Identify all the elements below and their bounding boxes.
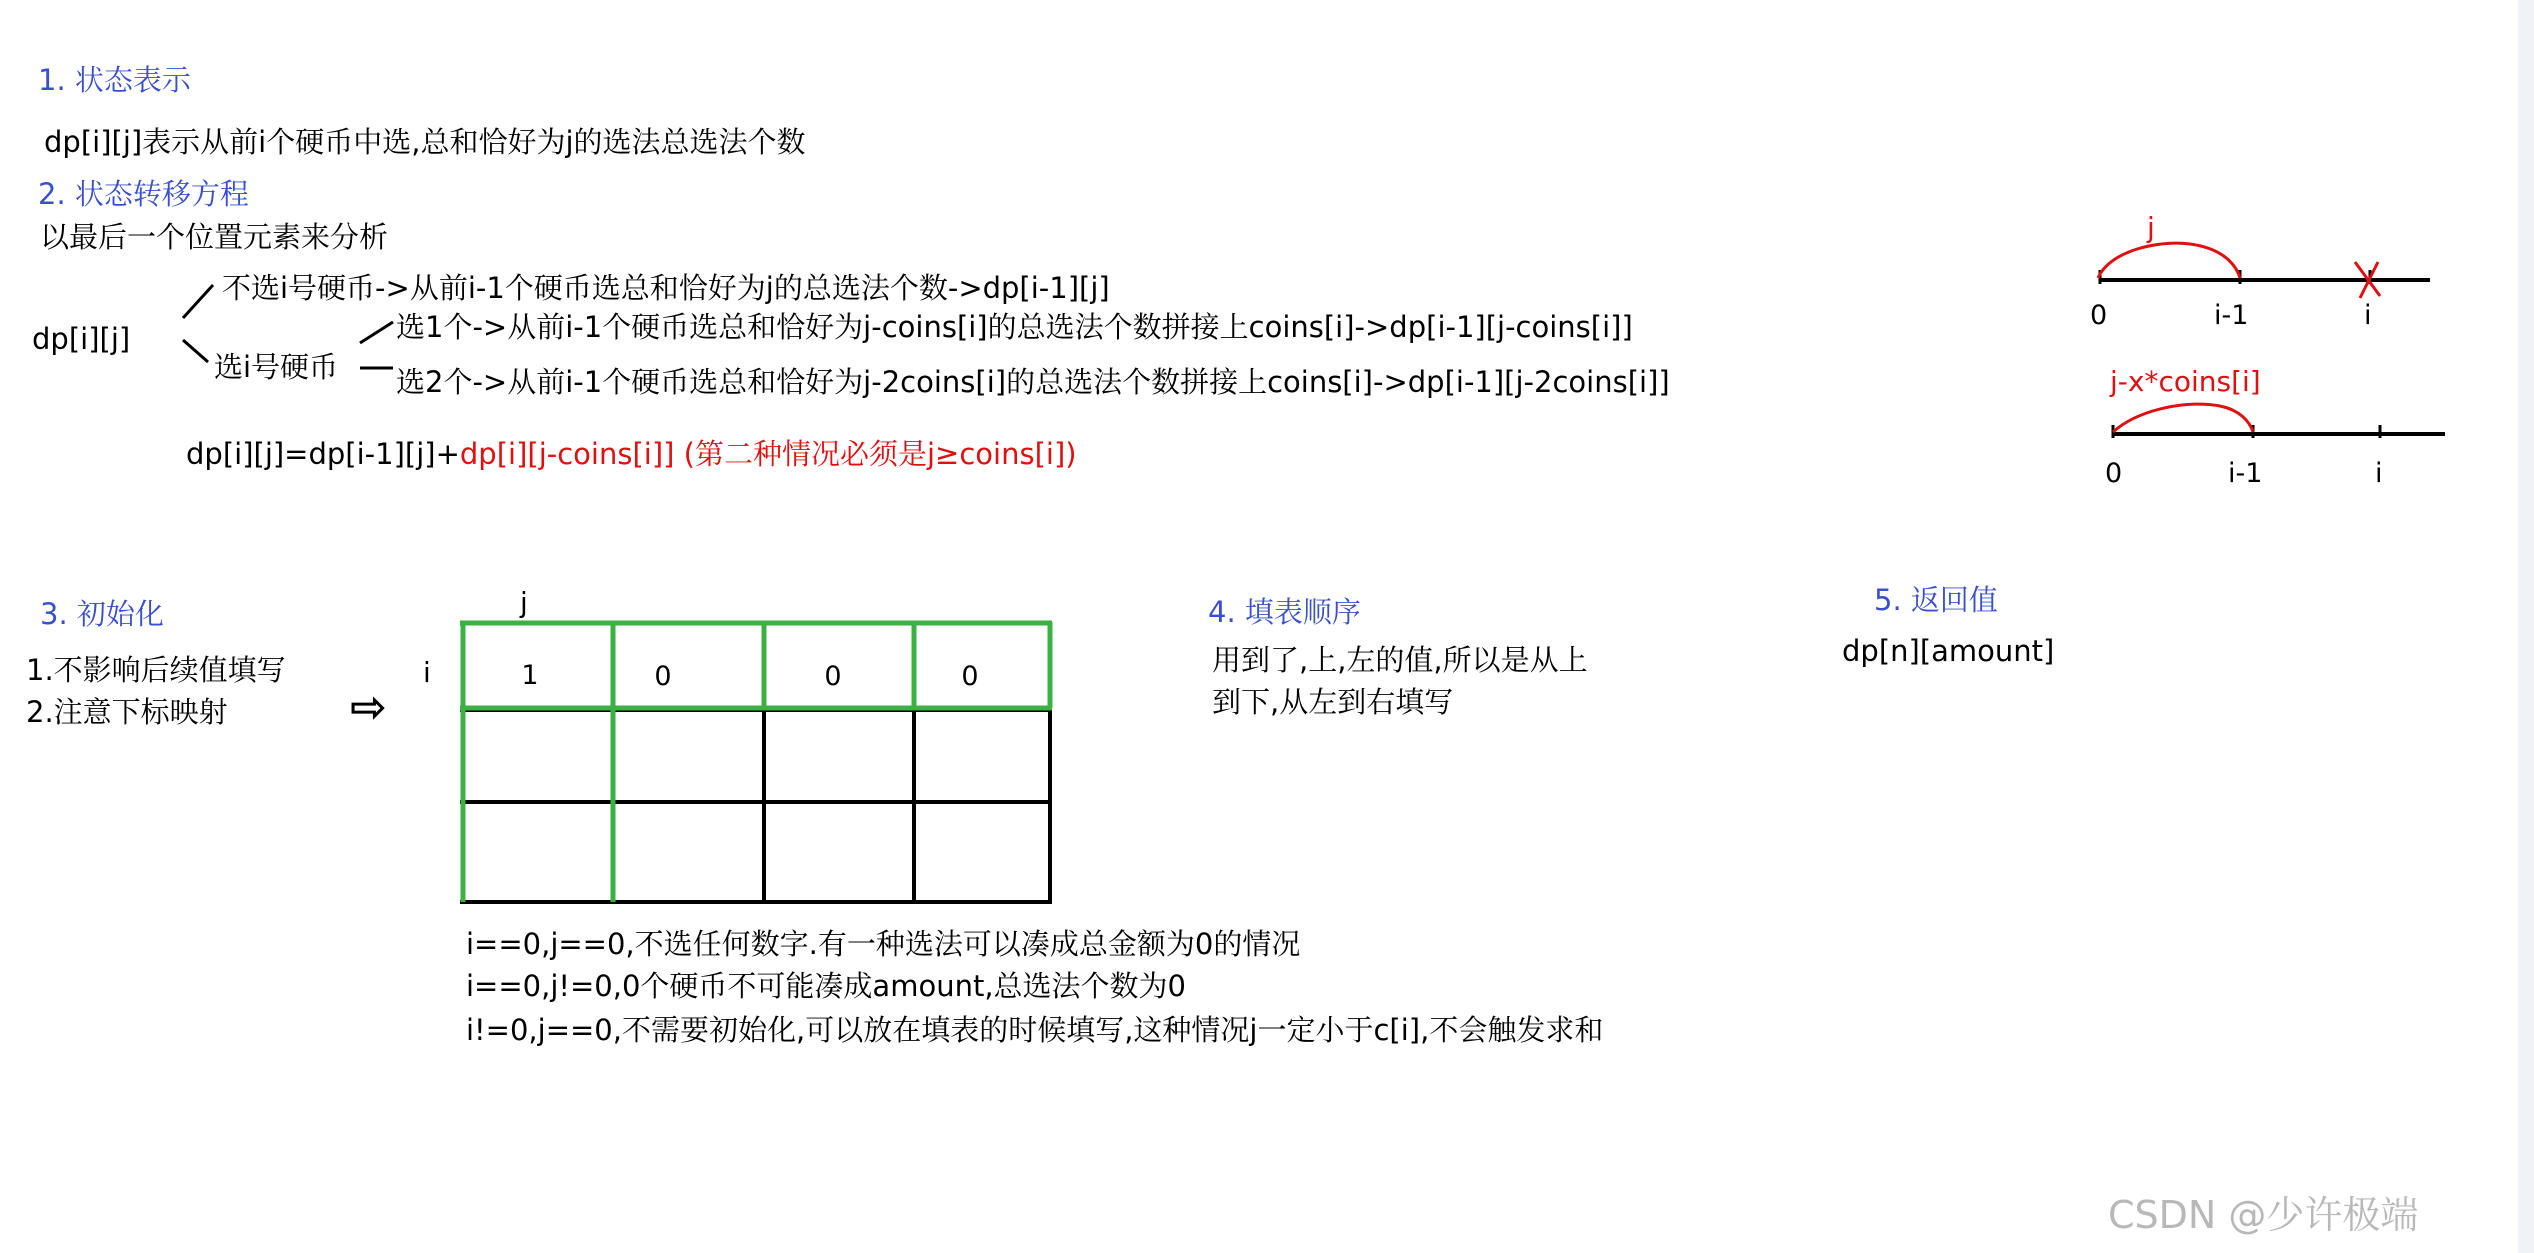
init-note-1: i==0,j==0,不选任何数字.有一种选法可以凑成总金额为0的情况	[466, 927, 1301, 961]
bottom-red-arc	[2113, 404, 2253, 432]
top-red-arc	[2098, 243, 2240, 278]
sketch-bottom-tick-i: i	[2375, 458, 2383, 489]
transition-equation	[186, 432, 1077, 473]
sub-branch-line-up	[360, 322, 393, 343]
init-item-1: 1.不影响后续值填写	[26, 653, 286, 687]
right-arrow-icon: ⇨	[350, 682, 387, 733]
dp-label: dp[i][j]	[32, 322, 131, 356]
branch-select: 选i号硬币	[214, 350, 339, 384]
sketch-top-tick-0: 0	[2090, 300, 2108, 331]
dp-cell-0-0: 1	[521, 660, 539, 691]
fill-order-heading: 4. 填表顺序	[1208, 595, 1361, 629]
transition-heading: 2. 状态转移方程	[38, 177, 249, 211]
number-line-sketch	[2080, 200, 2460, 490]
init-note-2: i==0,j!=0,0个硬币不可能凑成amount,总选法个数为0	[466, 969, 1186, 1003]
init-heading: 3. 初始化	[40, 597, 164, 631]
dp-row-label: i	[423, 656, 431, 689]
fill-order-line-2: 到下,从左到右填写	[1212, 685, 1454, 719]
branch-line-up	[183, 285, 213, 318]
equation-black-part: dp[i][j]=dp[i-1][j]+	[186, 437, 460, 471]
return-value: dp[n][amount]	[1842, 634, 2055, 668]
dp-cell-0-2: 0	[824, 661, 842, 692]
sketch-bottom-tick-0: 0	[2105, 458, 2123, 489]
sketch-top-tick-i-1: i-1	[2214, 300, 2249, 331]
return-heading: 5. 返回值	[1874, 583, 1998, 617]
sketch-bottom-tick-i-1: i-1	[2228, 458, 2263, 489]
sketch-top-label: j	[2147, 211, 2155, 244]
transition-intro: 以最后一个位置元素来分析	[40, 220, 389, 254]
init-note-3: i!=0,j==0,不需要初始化,可以放在填表的时候填写,这种情况j一定小于c[i],不会触发求和	[466, 1013, 1604, 1047]
equation-red-part: dp[i][j-coins[i]] (第二种情况必须是j≥coins[i])	[459, 437, 1077, 471]
state-heading: 1. 状态表示	[38, 63, 191, 97]
init-item-2: 2.注意下标映射	[26, 695, 228, 729]
branch-line-down	[183, 340, 208, 362]
branch-not-select: 不选i号硬币->从前i-1个硬币选总和恰好为j的总选法个数->dp[i-1][j]	[222, 271, 1110, 305]
dp-cell-0-3: 0	[961, 661, 979, 692]
branch-lines	[0, 0, 420, 400]
csdn-watermark: CSDN @少许极端	[2108, 1193, 2419, 1237]
sub-branch-two: 选2个->从前i-1个硬币选总和恰好为j-2coins[i]的总选法个数拼接上coins[i]->dp[i-1][j-2coins[i]]	[396, 365, 1670, 399]
fill-order-line-1: 用到了,上,左的值,所以是从上	[1212, 643, 1588, 677]
sub-branch-one: 选1个->从前i-1个硬币选总和恰好为j-coins[i]的总选法个数拼接上coins[i]->dp[i-1][j-coins[i]]	[396, 310, 1633, 344]
dp-col-label: j	[520, 586, 528, 619]
sketch-top-tick-i: i	[2364, 300, 2372, 331]
sketch-bottom-label: j-x*coins[i]	[2110, 365, 2261, 398]
state-definition: dp[i][j]表示从前i个硬币中选,总和恰好为j的选法总选法个数	[44, 125, 806, 159]
dp-cell-0-1: 0	[654, 661, 672, 692]
right-edge-strip	[2518, 0, 2534, 1253]
